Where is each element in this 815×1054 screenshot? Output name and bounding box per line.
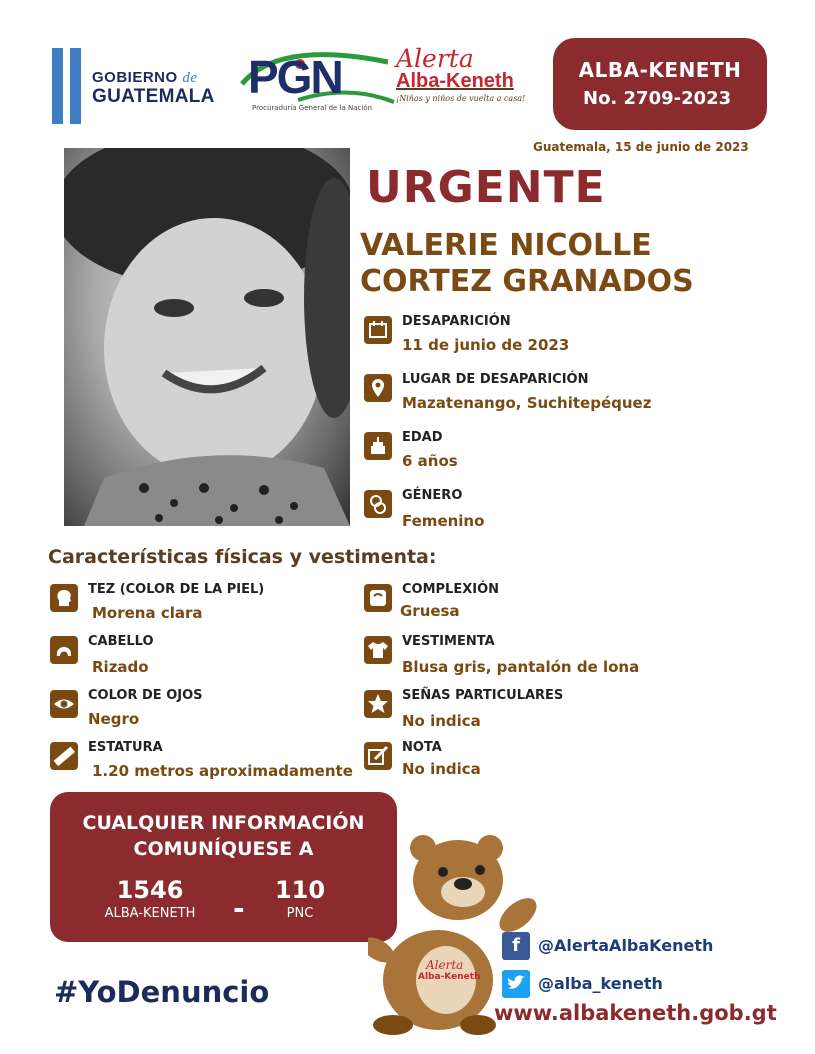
- eye-color-label: COLOR DE OJOS: [88, 688, 203, 703]
- note-value: No indica: [402, 760, 481, 778]
- skin-tone-value: Morena clara: [92, 604, 203, 622]
- gobierno-logo-bar-1: [52, 48, 63, 124]
- gobierno-line2: GUATEMALA: [92, 86, 215, 107]
- badge-title: ALBA-KENETH: [578, 58, 742, 82]
- gobierno-line1: GOBIERNO: [92, 69, 178, 86]
- hair-icon: [50, 636, 78, 664]
- pgn-subtitle: Procuraduría General de la Nación: [252, 104, 373, 112]
- eye-color-value: Negro: [88, 710, 140, 728]
- alba-keneth-phone-number[interactable]: 1546: [116, 876, 184, 904]
- gender-label: GÉNERO: [402, 488, 463, 503]
- scale-icon: [364, 584, 392, 612]
- mascot-belly-text-1: Alerta: [426, 958, 464, 972]
- alerta-logo-tagline: ¡Niñas y niños de vuelta a casa!: [396, 94, 526, 103]
- gobierno-de: de: [182, 70, 198, 86]
- pgn-logo-text: PGN: [248, 51, 342, 103]
- contact-dash: -: [233, 892, 245, 925]
- mascot-belly-text-2: Alba-Keneth: [418, 972, 481, 982]
- missing-person-name: [360, 228, 694, 300]
- alba-keneth-phone-label: ALBA-KENETH: [104, 906, 196, 921]
- height-label: ESTATURA: [88, 740, 163, 755]
- urgent-heading: URGENTE: [366, 162, 606, 213]
- disappearance-place-label: LUGAR DE DESAPARICIÓN: [402, 372, 589, 387]
- facebook-handle[interactable]: @AlertaAlbaKeneth: [538, 936, 714, 955]
- head-profile-icon: [50, 584, 78, 612]
- gender-value: Femenino: [402, 512, 485, 530]
- name-line2: CORTEZ GRANADOS: [360, 264, 694, 299]
- ruler-icon: [50, 742, 78, 770]
- location-pin-icon: [364, 374, 392, 402]
- hashtag: #YoDenuncio: [54, 975, 270, 1009]
- skin-tone-label: TEZ (COLOR DE LA PIEL): [88, 582, 265, 597]
- disappearance-date-label: DESAPARICIÓN: [402, 314, 511, 329]
- build-label: COMPLEXIÓN: [402, 582, 500, 597]
- gobierno-logo-bar-2: [70, 48, 81, 124]
- height-value: 1.20 metros aproximadamente: [92, 762, 353, 780]
- hair-value: Rizado: [92, 658, 149, 676]
- clothing-label: VESTIMENTA: [402, 634, 495, 649]
- website-link[interactable]: www.albakeneth.gob.gt: [494, 1001, 777, 1025]
- name-line1: VALERIE NICOLLE: [360, 228, 652, 263]
- distinguishing-marks-label: SEÑAS PARTICULARES: [402, 688, 564, 703]
- pgn-logo: [238, 44, 398, 122]
- alert-number-badge: [553, 38, 767, 130]
- clothing-value: Blusa gris, pantalón de lona: [402, 658, 640, 676]
- age-value: 6 años: [402, 452, 458, 470]
- issue-date: Guatemala, 15 de junio de 2023: [533, 140, 749, 154]
- gender-icon: [364, 490, 392, 518]
- note-label: NOTA: [402, 740, 442, 755]
- distinguishing-marks-value: No indica: [402, 712, 481, 730]
- contact-title-line1: CUALQUIER INFORMACIÓN: [82, 812, 365, 834]
- twitter-icon[interactable]: [502, 970, 530, 998]
- calendar-icon: [364, 316, 392, 344]
- twitter-handle[interactable]: @alba_keneth: [538, 974, 663, 993]
- alerta-logo-line1: Alerta: [396, 44, 474, 73]
- facebook-icon[interactable]: f: [502, 932, 530, 960]
- contact-title: [50, 810, 397, 862]
- eye-icon: [50, 690, 78, 718]
- alerta-logo-line2: Alba-Keneth: [396, 70, 514, 92]
- age-label: EDAD: [402, 430, 443, 445]
- badge-number: No. 2709-2023: [583, 88, 732, 109]
- note-pencil-icon: [364, 742, 392, 770]
- alerta-alba-keneth-logo: [396, 46, 536, 103]
- birthday-cake-icon: [364, 432, 392, 460]
- missing-person-photo: [64, 148, 350, 526]
- contact-info-box: [50, 792, 397, 942]
- pnc-phone-label: PNC: [286, 906, 314, 921]
- characteristics-title: Características físicas y vestimenta:: [48, 546, 437, 568]
- contact-title-line2: COMUNÍQUESE A: [133, 838, 314, 860]
- disappearance-place-value: Mazatenango, Suchitepéquez: [402, 394, 652, 412]
- star-icon: [364, 690, 392, 718]
- pnc-phone-number[interactable]: 110: [274, 876, 326, 904]
- hair-label: CABELLO: [88, 634, 154, 649]
- build-value: Gruesa: [400, 602, 460, 620]
- child-portrait-image: [64, 148, 350, 526]
- disappearance-date-value: 11 de junio de 2023: [402, 336, 570, 354]
- tshirt-icon: [364, 636, 392, 664]
- gobierno-guatemala-logo: [92, 70, 215, 106]
